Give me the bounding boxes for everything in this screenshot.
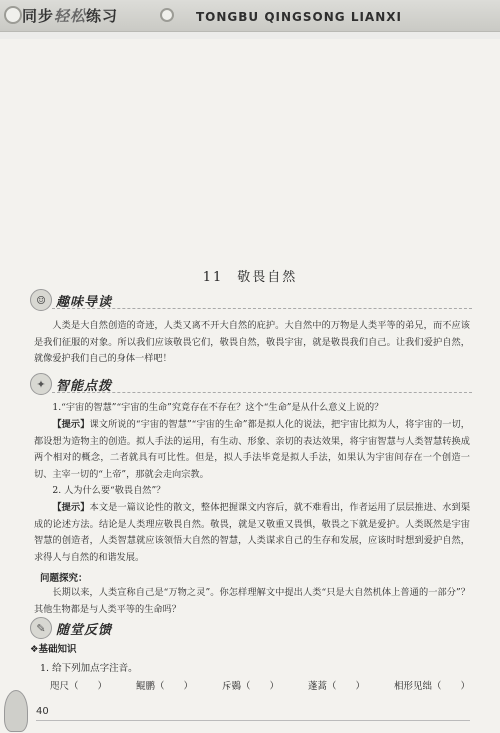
basic-knowledge-heading: ❖基础知识 — [30, 644, 77, 655]
section-divider — [52, 308, 472, 309]
header-strip — [0, 31, 500, 39]
section-divider — [52, 392, 472, 393]
question-1: 1.“宇宙的智慧”“宇宙的生命”究竟存在不存在？这个“生命”是从什么意义上说的？ — [52, 402, 384, 413]
reader-icon: ☺ — [30, 289, 52, 311]
page-header — [0, 0, 500, 32]
footer-rule — [36, 720, 470, 721]
page-number: 40 — [36, 706, 49, 717]
pinyin-item[interactable]: 蓬蒿（ ） — [307, 681, 365, 692]
hint-2: 【提示】本文是一篇议论性的散文，整体把握课文内容后，就不难看出，作者运用了层层推进、水到渠成的论述方法。结论是人类理应敬畏自然。敬畏，就是又敬重又畏惧，敬畏之下就是爱护。人类既然是宇宙智慧的创造者，人类智慧就应该领悟大自然的智慧，人类谋求自己的生存和发展，应该时时想到爱护自然，求得人与自然的和谐发展。 — [34, 502, 471, 563]
header-circle-icon — [4, 6, 22, 24]
explore-question: 长期以来，人类宣称自己是“万物之灵”。你怎样理解文中提出人类“只是大自然机体上普通的一部分”？其他生物都是与人类平等的生命吗？ — [34, 587, 470, 615]
book-title-pinyin: TONGBU QINGSONG LIANXI — [196, 10, 402, 24]
lesson-title — [0, 266, 500, 285]
pinyin-item[interactable]: 相形见绌（ ） — [393, 681, 470, 692]
section-heading-tips: ✦ 智能点拨 — [30, 374, 112, 394]
book-title: 同步轻松练习 — [22, 7, 119, 25]
hint-1: 【提示】课文所说的“宇宙的智慧”“宇宙的生命”都是拟人化的说法，把宇宙比拟为人，将宇宙的一切，都设想为造物主的创造。拟人手法的运用，有生动、形象、亲切的表达效果，将宇宙智慧与人类智慧转换成两个相对的概念，二者就具有可比性。但是，拟人手法毕竟是拟人手法，如果认为宇宙间存在一个创造一切、主宰一切的“上帝”，那就会走向宗教。 — [34, 419, 470, 480]
lesson-number: 11 — [202, 270, 224, 285]
pinyin-item[interactable]: 斥鷃（ ） — [221, 681, 279, 692]
section-heading-feedback: ✎ 随堂反馈 — [30, 618, 112, 638]
pinyin-exercise-row — [50, 678, 470, 692]
lesson-name: 敬畏自然 — [237, 270, 298, 285]
exercise-1-prompt: 1. 给下列加点字注音。 — [40, 663, 138, 674]
section-heading-reading: ☺ 趣味导读 — [30, 290, 112, 310]
lightbulb-icon: ✦ — [30, 373, 52, 395]
question-2: 2. 人为什么要“敬畏自然”？ — [52, 485, 166, 496]
corner-mascot-icon — [4, 690, 28, 732]
explore-heading: 问题探究： — [40, 573, 88, 584]
pinyin-item[interactable]: 鲲鹏（ ） — [135, 681, 193, 692]
header-circle-icon — [160, 8, 174, 22]
reading-intro-text: 人类是大自然创造的奇迹，人类又离不开大自然的庇护。大自然中的万物是人类平等的弟兄，而不应该是我们征服的对象。所以我们应该敬畏它们，敬畏自然，敬畏宇宙，就是敬畏我们自己。让我们爱护自然，就像爱护我们自己的身体一样吧！ — [34, 320, 470, 364]
pinyin-item[interactable]: 咫尺（ ） — [50, 681, 108, 692]
mascot-icon: ✎ — [30, 617, 52, 639]
